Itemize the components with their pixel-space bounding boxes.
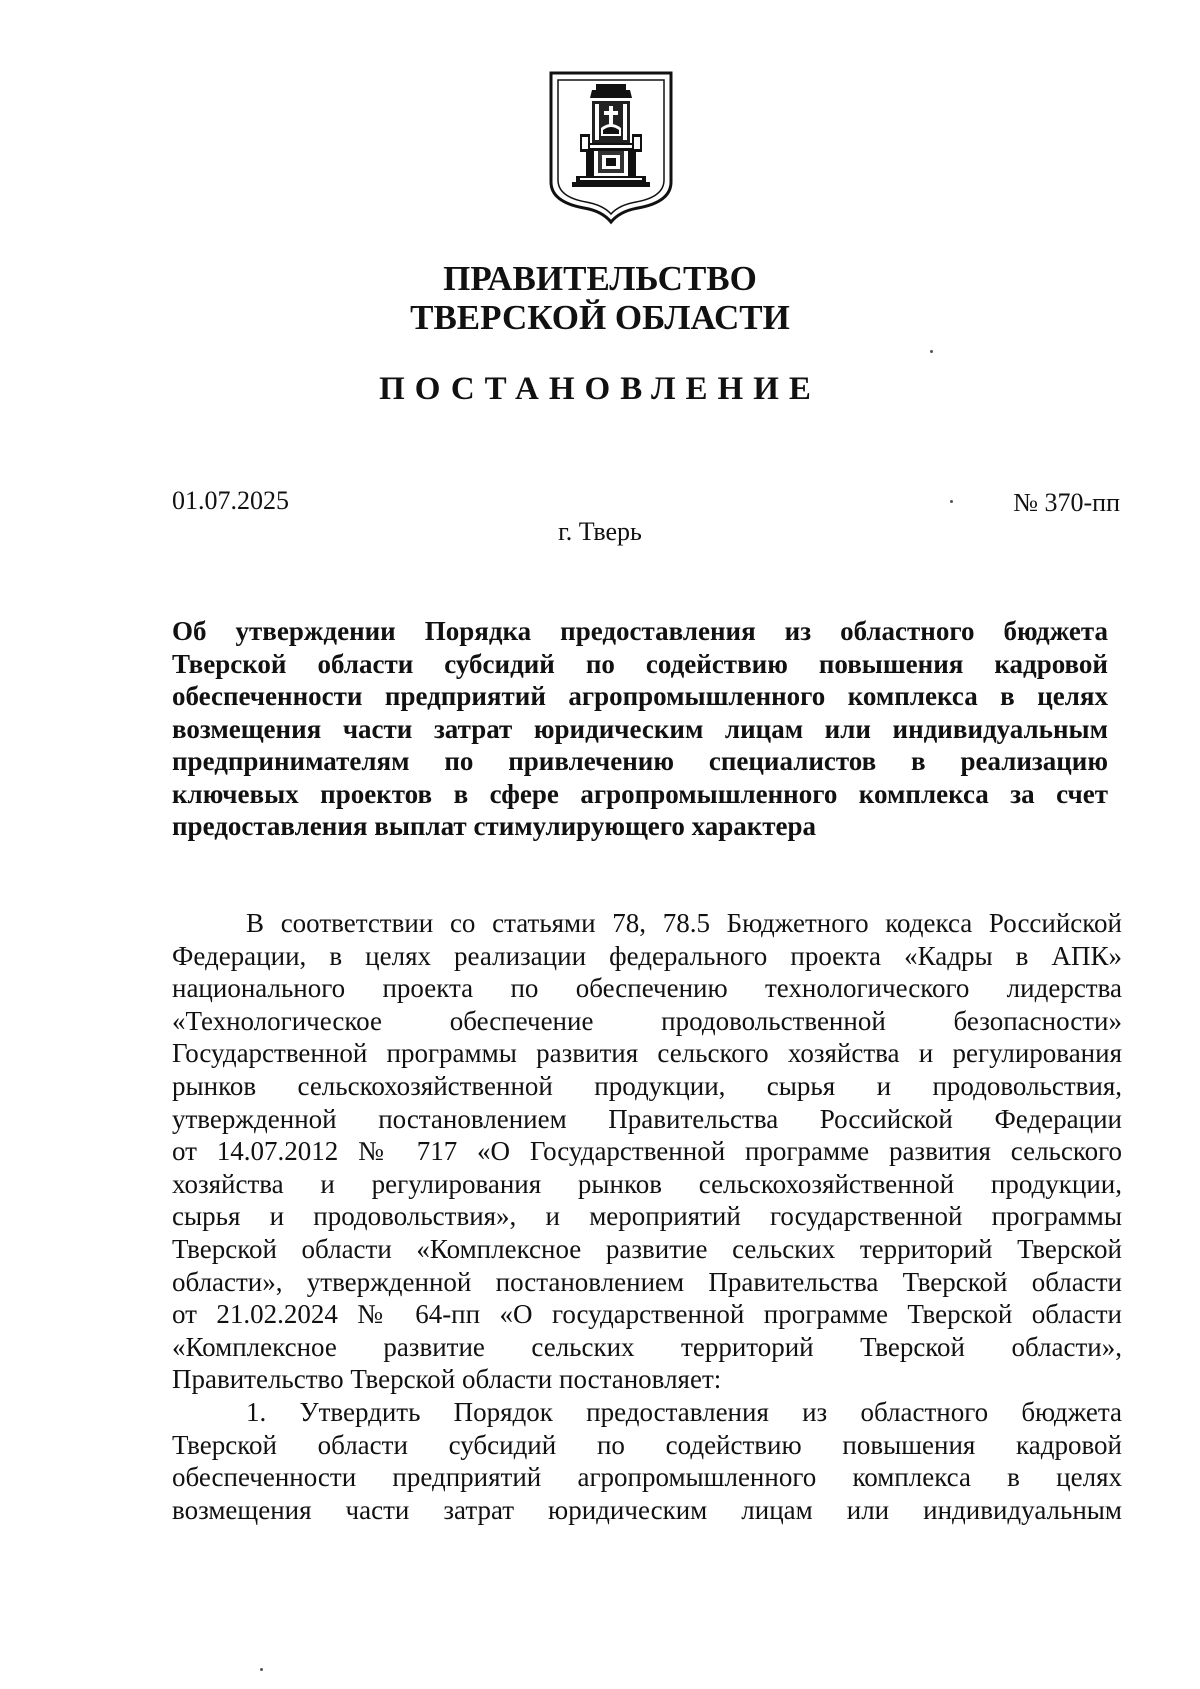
document-body bbox=[172, 907, 1122, 1526]
scan-speck bbox=[930, 350, 933, 353]
body-line: Тверской области «Комплексное развитие сельских территорий Тверской bbox=[172, 1233, 1122, 1264]
body-line: 1. Утвердить Порядок предоставления из областного бюджета bbox=[246, 1396, 1122, 1427]
body-line: национального проекта по обеспечению технологического лидерства bbox=[172, 973, 1122, 1004]
body-line: сырья и продовольствия», и мероприятий государственной программы bbox=[172, 1201, 1122, 1232]
document-city: г. Тверь bbox=[558, 517, 642, 546]
body-line: Правительство Тверской области постановляет: bbox=[172, 1364, 722, 1395]
organization-name-line1: ПРАВИТЕЛЬСТВО bbox=[443, 259, 757, 298]
body-line: Тверской области субсидий по содействию повышения кадровой bbox=[172, 1429, 1122, 1460]
title-line: возмещения части затрат юридическим лицам или индивидуальным bbox=[172, 713, 1108, 744]
body-line: В соответствии со статьями 78, 78.5 Бюджетного кодекса Российской bbox=[246, 908, 1122, 938]
scan-speck bbox=[260, 1668, 263, 1671]
body-line: возмещения части затрат юридическим лицам или индивидуальным bbox=[172, 1494, 1122, 1525]
body-line: обеспеченности предприятий агропромышленного комплекса в целях bbox=[172, 1462, 1122, 1493]
document-title bbox=[172, 615, 1108, 843]
body-line: от 21.02.2024 № 64-пп «О государственной программе Тверской области bbox=[172, 1299, 1122, 1330]
body-line: Федерации, в целях реализации федерального проекта «Кадры в АПК» bbox=[172, 940, 1122, 971]
body-line: Государственной программы развития сельского хозяйства и регулирования bbox=[172, 1038, 1122, 1069]
body-line: хозяйства и регулирования рынков сельскохозяйственной продукции, bbox=[172, 1168, 1122, 1199]
coat-of-arms-icon bbox=[548, 70, 674, 226]
body-line: «Комплексное развитие сельских территорий Тверской области», bbox=[172, 1331, 1122, 1362]
body-line: рынков сельскохозяйственной продукции, сырья и продовольствия, bbox=[172, 1070, 1122, 1101]
title-line: обеспеченности предприятий агропромышленного комплекса в целях bbox=[172, 681, 1108, 711]
title-line: Тверской области субсидий по содействию повышения кадровой bbox=[172, 648, 1108, 679]
body-line: «Технологическое обеспечение продовольственной безопасности» bbox=[172, 1005, 1122, 1036]
organization-name-line2: ТВЕРСКОЙ ОБЛАСТИ bbox=[410, 298, 790, 337]
scan-speck bbox=[950, 500, 953, 503]
title-line: предоставления выплат стимулирующего характера bbox=[172, 811, 817, 841]
document-date: 01.07.2025 bbox=[172, 486, 289, 515]
title-line: Об утверждении Порядка предоставления из областного бюджета bbox=[172, 616, 1108, 646]
document-type: ПОСТАНОВЛЕНИЕ bbox=[379, 371, 821, 407]
body-line: утвержденной постановлением Правительства Российской Федерации bbox=[172, 1103, 1122, 1134]
document-number: № 370-пп bbox=[1013, 488, 1120, 517]
body-line: от 14.07.2012 № 717 «О Государственной программе развития сельского bbox=[172, 1136, 1122, 1167]
title-line: предпринимателям по привлечению специалистов в реализацию bbox=[172, 746, 1108, 776]
title-line: ключевых проектов в сфере агропромышленного комплекса за счет bbox=[172, 778, 1108, 809]
body-line: области», утвержденной постановлением Правительства Тверской области bbox=[172, 1266, 1122, 1297]
